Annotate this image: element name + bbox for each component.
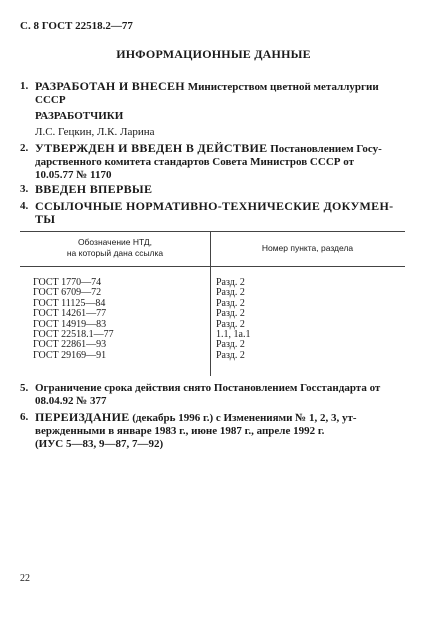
table-cell-ref: 1.1, 1а.1 — [216, 329, 251, 340]
developers-names: Л.С. Гецкин, Л.К. Ларина — [35, 126, 155, 138]
item-lead: УТВЕРЖДЕН И ВВЕДЕН В ДЕЙСТВИЕ — [35, 141, 268, 155]
info-item-1 — [20, 80, 400, 107]
table-cell-ref: Разд. 2 — [216, 318, 245, 330]
item-text: Ограничение срока действия снято Постановлением Госстандарта от — [35, 382, 381, 394]
item-text-line3: 10.05.77 № 1170 — [35, 169, 112, 181]
item-lead: ВВЕДЕН ВПЕРВЫЕ — [35, 182, 153, 196]
item-text: Постановлением Госу- — [267, 143, 382, 155]
item-lead-line2: ТЫ — [35, 212, 56, 226]
table-cell-ref: Разд. 2 — [216, 287, 245, 299]
table-cell-doc: ГОСТ 22518.1—77 — [33, 329, 114, 340]
table-cell-doc: ГОСТ 29169—91 — [33, 349, 107, 361]
info-item-4 — [20, 200, 400, 226]
table-cell-ref: Разд. 2 — [216, 339, 245, 351]
info-item-5 — [20, 382, 400, 408]
table-cell-ref: Разд. 2 — [216, 297, 245, 309]
item-text-line2: вержденными в январе 1983 г., июне 1987 г., апреле 1992 г. — [35, 425, 325, 437]
table-top-rule — [20, 231, 405, 232]
item-text-line2: 08.04.92 № 377 — [35, 395, 107, 407]
table-cell-doc: ГОСТ 14261—77 — [33, 308, 107, 320]
item-number: 6. — [20, 411, 29, 423]
info-item-6 — [20, 411, 400, 451]
item-number: 5. — [20, 382, 29, 394]
page-number: 22 — [20, 573, 30, 584]
item-text: (декабрь 1996 г.) с Изменениями № 1, 2, 3, ут- — [129, 412, 357, 424]
item-text-line3: (ИУС 5—83, 9—87, 7—92) — [35, 438, 164, 450]
table-cell-ref: Разд. 2 — [216, 277, 245, 288]
item-text: Министерством цветной металлургии — [184, 81, 379, 93]
table-cell-ref: Разд. 2 — [216, 308, 245, 320]
table-cell-ref: Разд. 2 — [216, 349, 245, 361]
table-cell-doc: ГОСТ 6709—72 — [33, 287, 102, 299]
info-item-2 — [20, 142, 400, 182]
info-item-3 — [20, 183, 400, 196]
table-header-rule — [20, 266, 405, 267]
table-cell-doc: ГОСТ 1770—74 — [33, 277, 102, 288]
table-header-designation: Обозначение НТД, на который дана ссылка — [66, 237, 164, 258]
item-lead: ССЫЛОЧНЫЕ НОРМАТИВНО-ТЕХНИЧЕСКИЕ ДОКУМЕН- — [35, 199, 394, 213]
table-cell-doc: ГОСТ 22861—93 — [33, 339, 107, 351]
item-lead: РАЗРАБОТАН И ВНЕСЕН — [35, 79, 185, 93]
developers-label: РАЗРАБОТЧИКИ — [35, 110, 124, 122]
section-title: ИНФОРМАЦИОННЫЕ ДАННЫЕ — [116, 47, 311, 61]
item-number: 2. — [20, 142, 29, 154]
item-number: 4. — [20, 200, 29, 212]
table-header-clause: Номер пункта, раздела — [261, 243, 354, 253]
table-cell-doc: ГОСТ 11125—84 — [33, 297, 106, 309]
item-lead: ПЕРЕИЗДАНИЕ — [35, 410, 130, 424]
page-header: С. 8 ГОСТ 22518.2—77 — [20, 20, 133, 32]
table-cell-doc: ГОСТ 14919—83 — [33, 318, 107, 330]
item-text-line2: дарственного комитета стандартов Совета Министров СССР от — [35, 156, 354, 168]
item-text-line2: СССР — [35, 94, 66, 106]
item-number: 1. — [20, 80, 29, 92]
item-number: 3. — [20, 183, 29, 195]
